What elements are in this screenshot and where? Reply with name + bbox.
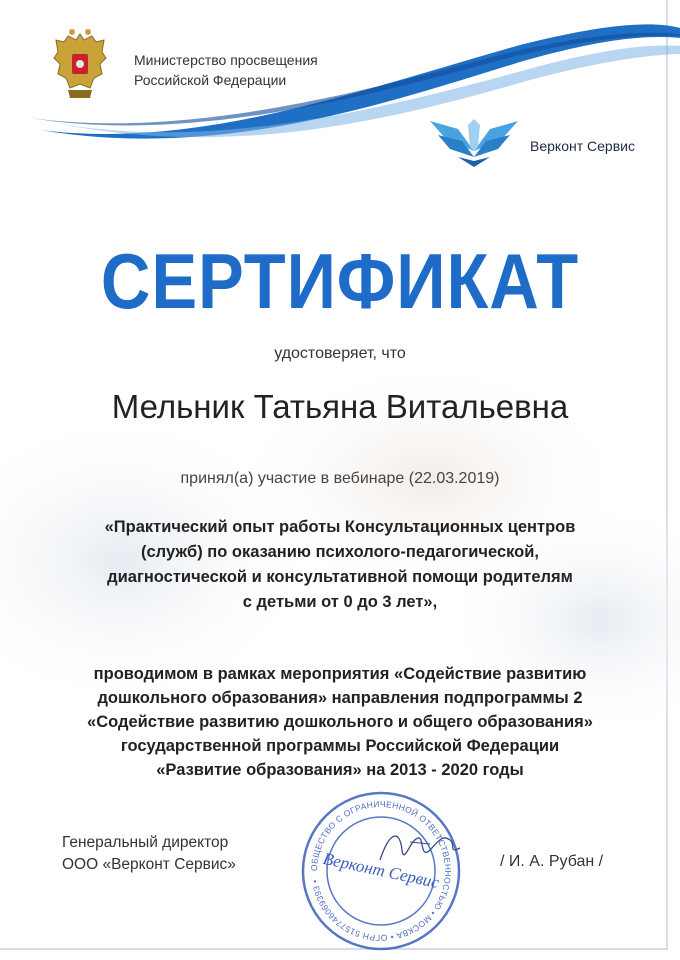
certifies-label: удостоверяет, что [274,345,406,362]
participation-line: принял(а) участие в вебинаре (22.03.2019) [180,470,500,487]
webinar-title [70,515,610,615]
signer-position-line-1: Генеральный директор [62,834,229,851]
coat-of-arms-icon [50,28,110,100]
webinar-title-line: диагностической и консультативной помощи родителям [107,568,573,586]
ministry-name [134,50,318,90]
ministry-line-1: Министерство просвещения [134,52,318,68]
stamp-center-text: Верконт Сервис [321,848,441,893]
program-line: проводимом в рамках мероприятия «Содействие развитию [93,665,587,683]
signer-position [62,832,236,876]
program-line: государственной программы Российской Федерации [120,737,560,755]
program-line: «Содействие развитию дошкольного и общего образования» [87,713,593,731]
webinar-title-line: «Практический опыт работы Консультационных центров [104,518,576,536]
company-name: Верконт Сервис [530,138,635,154]
signer-name: / И. А. Рубан / [500,853,604,870]
stamp-ring-text: ОБЩЕСТВО С ОГРАНИЧЕННОЙ ОТВЕТСТВЕННОСТЬЮ • МОСКВА • ОГРН 5157746069393 • [308,798,454,944]
program-line: «Развитие образования» на 2013 - 2020 годы [156,761,524,779]
ministry-line-2: Российской Федерации [134,72,287,88]
recipient-name: Мельник Татьяна Витальевна [111,388,569,425]
webinar-title-line: (служб) по оказанию психолого-педагогической, [141,543,539,561]
certificate-title: СЕРТИФИКАТ [100,237,580,325]
program-description [40,662,640,782]
eagle-book-logo-icon [428,117,520,169]
handwritten-signature [360,820,480,880]
signer-position-line-2: ООО «Верконт Сервис» [62,856,236,873]
program-line: дошкольного образования» направления подпрограммы 2 [97,689,583,707]
webinar-title-line: с детьми от 0 до 3 лет», [242,593,438,611]
